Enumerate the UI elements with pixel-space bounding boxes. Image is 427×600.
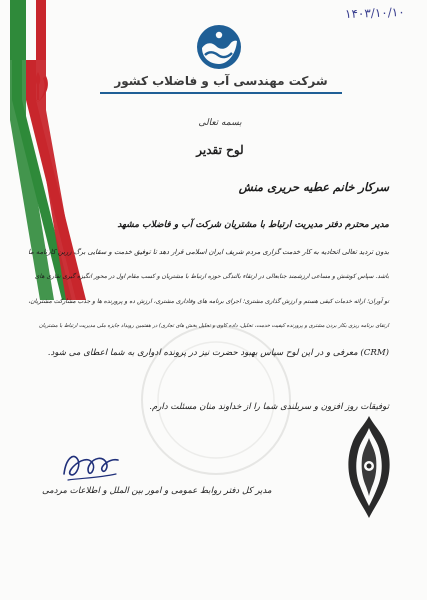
national-emblem-icon bbox=[24, 70, 52, 104]
signatory-position: مدیر کل دفتر روابط عمومی و امور بین الملل و اطلاعات مردمی bbox=[42, 486, 272, 496]
decorative-ornament-icon bbox=[342, 414, 396, 520]
watermark-seal-icon bbox=[136, 320, 296, 480]
handwritten-signature bbox=[56, 444, 126, 488]
body-line: ارتقای برنامه ریزی بکار بردن مشتری و پرورنده کیفیت خدمت، تحلیل، داده کاوی و تحلیل بخش های تجاری) در هفتمین رویداد جایزه ملی مدیریت ارتباط با مشتریان bbox=[38, 323, 389, 329]
closing-line: توفیقات روز افزون و سربلندی شما را از خداوند منان مسئلت دارم. bbox=[149, 402, 389, 412]
document-date: ۱۴۰۳/۱۰/۱۰ bbox=[345, 4, 406, 22]
basmala: بسمه تعالی bbox=[198, 118, 242, 128]
company-logo-icon bbox=[196, 24, 242, 70]
body-line: تو آوران؛ ارائه خدمات کیفی هستم و ارزش گذاری مشتری؛ اجرای برنامه های وفاداری مشتری، ارزش ده و پرورنده ها و جذب مشارکت مشتریان، bbox=[28, 298, 389, 305]
company-name: شرکت مهندسی آب و فاضلاب کشور bbox=[114, 74, 328, 88]
body-line: (CRM) معرفی و در این لوح سپاس بهبود حضرت نیز در پرونده ادواری به شما اعطای می شود. bbox=[47, 348, 389, 358]
body-line: باشد. سپاس کوشش و مساعی ارزشمند جنابعالی در ارتقاء بالندگی حوزه ارتباط با مشتریان و کسب مقام اول در محور انگیزه گیری نقاری های bbox=[34, 273, 389, 280]
header-divider bbox=[100, 92, 342, 94]
body-line: بدون تردید تعالی اتحادیه به کار خدمت گزاری مردم شریف ایران اسلامی قرار دهد تا توفیق خدمت و سقایی برگ زرین کارنامه ما bbox=[28, 248, 389, 256]
recipient-line: سرکار خانم عطیه حریری منش bbox=[238, 180, 389, 194]
certificate-title: لوح تقدیر bbox=[196, 143, 244, 157]
recipient-position-line: مدیر محترم دفتر مدیریت ارتباط با مشتریان شرکت آب و فاضلاب مشهد bbox=[117, 220, 389, 230]
